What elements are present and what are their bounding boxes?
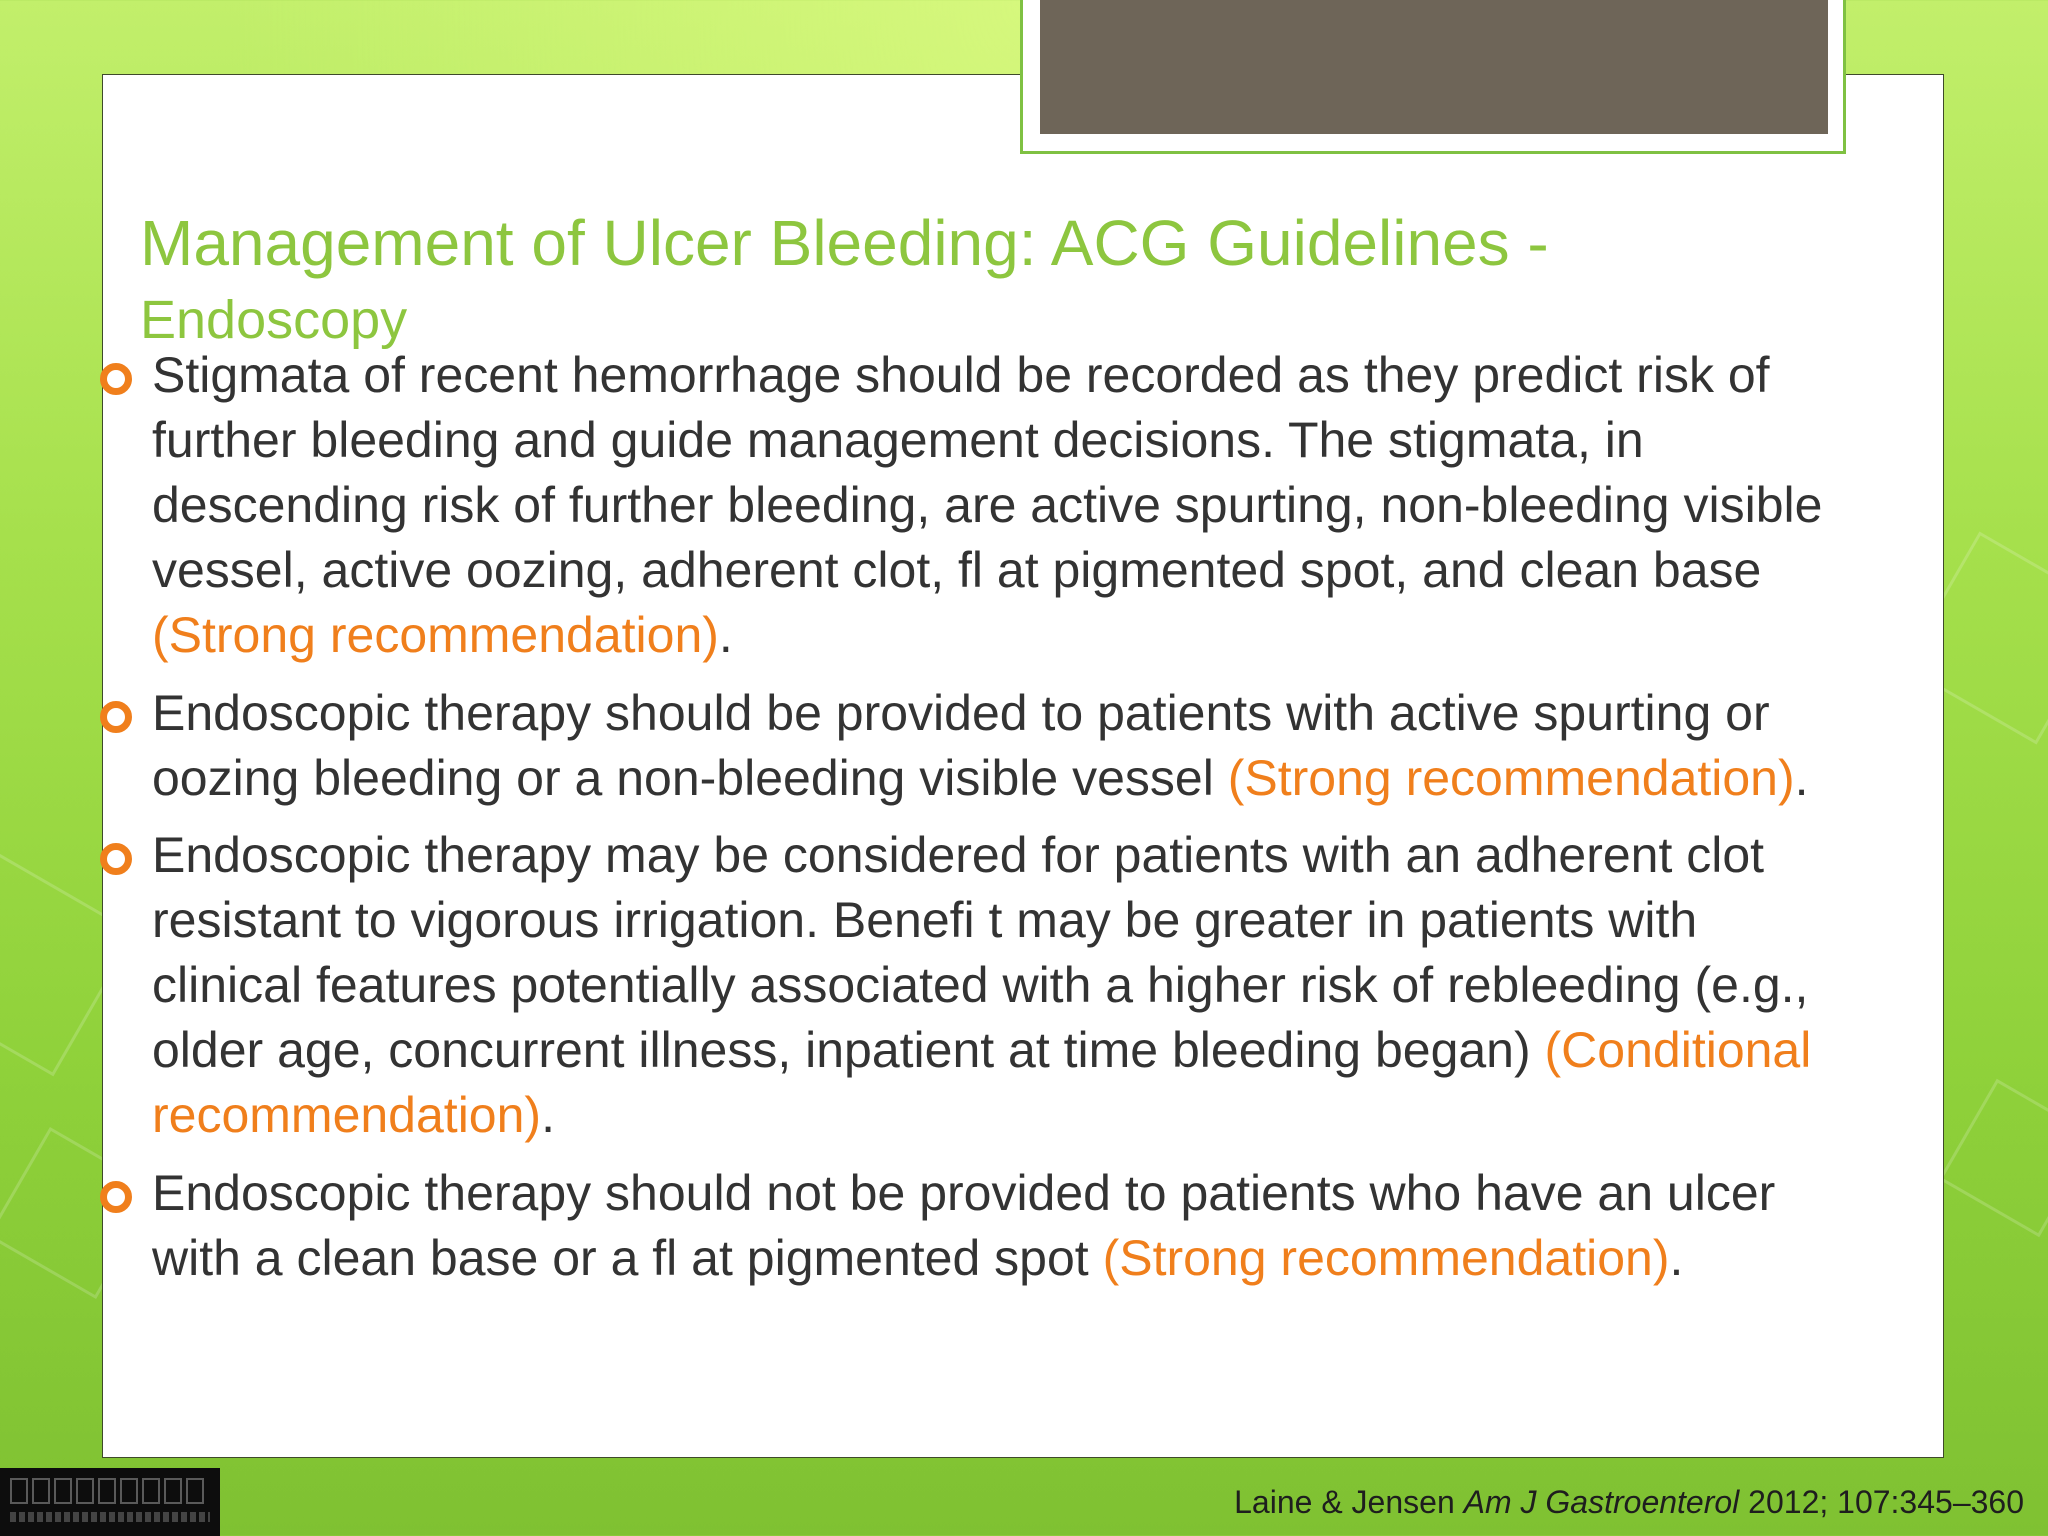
orange-ring-bullet-icon — [100, 1181, 132, 1213]
recommendation-strength-continued: recommendation) — [152, 1087, 542, 1143]
sentence-end: . — [541, 1087, 555, 1143]
bullet-line: resistant to vigorous irrigation. Benefi t may be greater in patients with — [152, 892, 1698, 948]
bullet-item — [152, 681, 2048, 811]
bullet-line — [152, 1226, 2048, 1291]
sentence-end: . — [718, 607, 733, 663]
bullet-line: Stigmata of recent hemorrhage should be recorded as they predict risk of — [152, 347, 1770, 403]
reference-journal: Am J Gastroenterol — [1463, 1484, 1740, 1520]
header-tab-image-placeholder — [1040, 0, 1828, 134]
bullet-line: clinical features potentially associated with a higher risk of rebleeding (e.g., — [152, 957, 1809, 1013]
reference-details: 2012; 107:345–360 — [1739, 1484, 2024, 1520]
bullet-item — [152, 1161, 2048, 1291]
logo-subtext-icon — [10, 1512, 210, 1522]
reference-citation — [1234, 1480, 2024, 1524]
bullet-line: further bleeding and guide management decisions. The stigmata, in — [152, 412, 1644, 468]
bullet-line — [152, 1083, 2048, 1148]
bullet-line — [152, 746, 2048, 811]
recommendation-strength: (Strong recommendation) — [1227, 750, 1795, 806]
recommendation-strength: (Strong recommendation) — [1102, 1230, 1670, 1286]
slide-subtitle: Endoscopy — [140, 290, 408, 350]
bullet-text: with a clean base or a fl at pigmented spot — [152, 1230, 1103, 1286]
recommendation-strength: (Strong recommendation) — [152, 607, 719, 663]
reference-authors: Laine & Jensen — [1234, 1484, 1464, 1520]
corner-logo — [0, 1468, 220, 1536]
bullet-item — [152, 343, 2048, 668]
bullet-line: descending risk of further bleeding, are active spurting, non-bleeding visible — [152, 477, 1823, 533]
bullet-text: oozing bleeding or a non-bleeding visible vessel — [152, 750, 1228, 806]
bullet-line — [152, 603, 2048, 668]
bullet-item — [152, 823, 2048, 1148]
bullet-line: vessel, active oozing, adherent clot, fl at pigmented spot, and clean base — [152, 542, 1762, 598]
bullet-line: Endoscopic therapy should be provided to patients with active spurting or — [152, 685, 1770, 741]
bullet-line — [152, 1018, 2048, 1083]
slide-title: Management of Ulcer Bleeding: ACG Guidelines - — [140, 207, 1549, 279]
sentence-end: . — [1794, 750, 1809, 806]
recommendation-strength: (Conditional — [1544, 1022, 1812, 1078]
orange-ring-bullet-icon — [100, 363, 132, 395]
orange-ring-bullet-icon — [100, 843, 132, 875]
bullet-text: older age, concurrent illness, inpatient at time bleeding began) — [152, 1022, 1545, 1078]
bullet-line: Endoscopic therapy should not be provided to patients who have an ulcer — [152, 1165, 1776, 1221]
orange-ring-bullet-icon — [100, 701, 132, 733]
logo-mark-icon — [10, 1478, 210, 1504]
sentence-end: . — [1669, 1230, 1684, 1286]
bullet-line: Endoscopic therapy may be considered for patients with an adherent clot — [152, 827, 1765, 883]
